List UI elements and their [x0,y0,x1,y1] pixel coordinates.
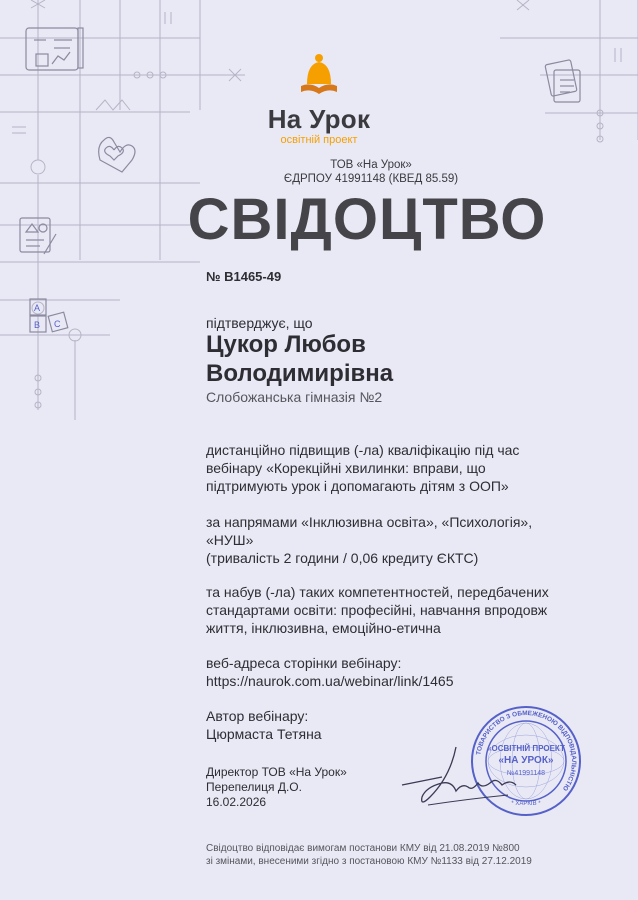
qualification-line: підтримують урок і допомагають дітям з ООП» [206,478,509,494]
svg-text:«НА УРОК»: «НА УРОК» [498,755,554,766]
webinar-page [206,654,453,690]
footer-line: Свідоцтво відповідає вимогам постанови КМУ від 21.08.2019 №800 [206,843,520,854]
svg-text:B: B [34,320,41,330]
brand-name: На Урок [267,104,371,134]
webinar-page-link[interactable]: https://naurok.com.ua/webinar/link/1465 [206,673,454,689]
director-title: Директор ТОВ «На Урок» [206,765,347,779]
bell-book-icon [299,52,339,102]
webinar-page-label: веб-адреса сторінки вебінару: [206,655,402,671]
qualification-line: дистанційно підвищив (-ла) кваліфікацію під час [206,442,520,458]
svg-text:«ОСВІТНІЙ ПРОЕКТ: «ОСВІТНІЙ ПРОЕКТ [487,744,565,753]
director-name: Перепелиця Д.О. [206,780,302,794]
svg-text:ТОВАРИСТВО З ОБМЕЖЕНОЮ ВІДПОВІ: ТОВАРИСТВО З ОБМЕЖЕНОЮ ВІДПОВІДАЛЬНІСТЮ [475,709,578,792]
directions-line: за напрямами «Інклюзивна освіта», «Психологія», [206,514,533,530]
duration-line: (тривалість 2 години / 0,06 кредиту ЄКТС) [206,550,479,566]
certificate-title: СВІДОЦТВО [187,187,547,252]
webinar-author [206,707,322,743]
competences-line: та набув (-ла) таких компетентностей, передбачених [206,584,549,600]
organization-name: ТОВ «На Урок» [330,159,412,171]
competences-text [206,583,549,637]
organization-info [0,158,638,186]
qualification-text [206,441,519,495]
participant-school: Слобожанська гімназія №2 [206,389,383,405]
svg-text:№41991148: №41991148 [506,770,546,777]
svg-text:* ХАРКІВ *: * ХАРКІВ * [511,801,541,807]
organization-code: ЄДРПОУ 41991148 (КВЕД 85.59) [283,173,459,185]
participant-name-line2: Володимирівна [206,360,394,387]
legal-footer [206,842,532,868]
author-label: Автор вебінару: [206,708,309,724]
footer-line: зі змінами, внесеними згідно з постановою КМУ №1133 від 27.12.2019 [206,856,532,867]
svg-text:A: A [34,303,41,313]
participant-name-line1: Цукор Любов [206,331,366,358]
author-name: Цюрмаста Тетяна [206,726,322,742]
certificate-number: № В1465-49 [206,269,282,284]
directions-line: «НУШ» [206,532,254,548]
logo[interactable] [0,52,638,146]
issue-date: 16.02.2026 [206,795,267,809]
participant-name [206,330,393,388]
brand-subtitle: освітній проект [280,134,358,146]
director-signature [398,745,548,820]
directions-text [206,513,532,567]
director-block [206,765,347,810]
confirms-text: підтверджує, що [206,315,313,331]
competences-line: життя, інклюзивна, емоційно-етична [206,620,441,636]
competences-line: стандартами освіти: професійні, навчання впродовж [206,602,548,618]
qualification-line: вебінару «Корекційні хвилинки: вправи, що [206,460,486,476]
svg-text:C: C [54,319,61,329]
